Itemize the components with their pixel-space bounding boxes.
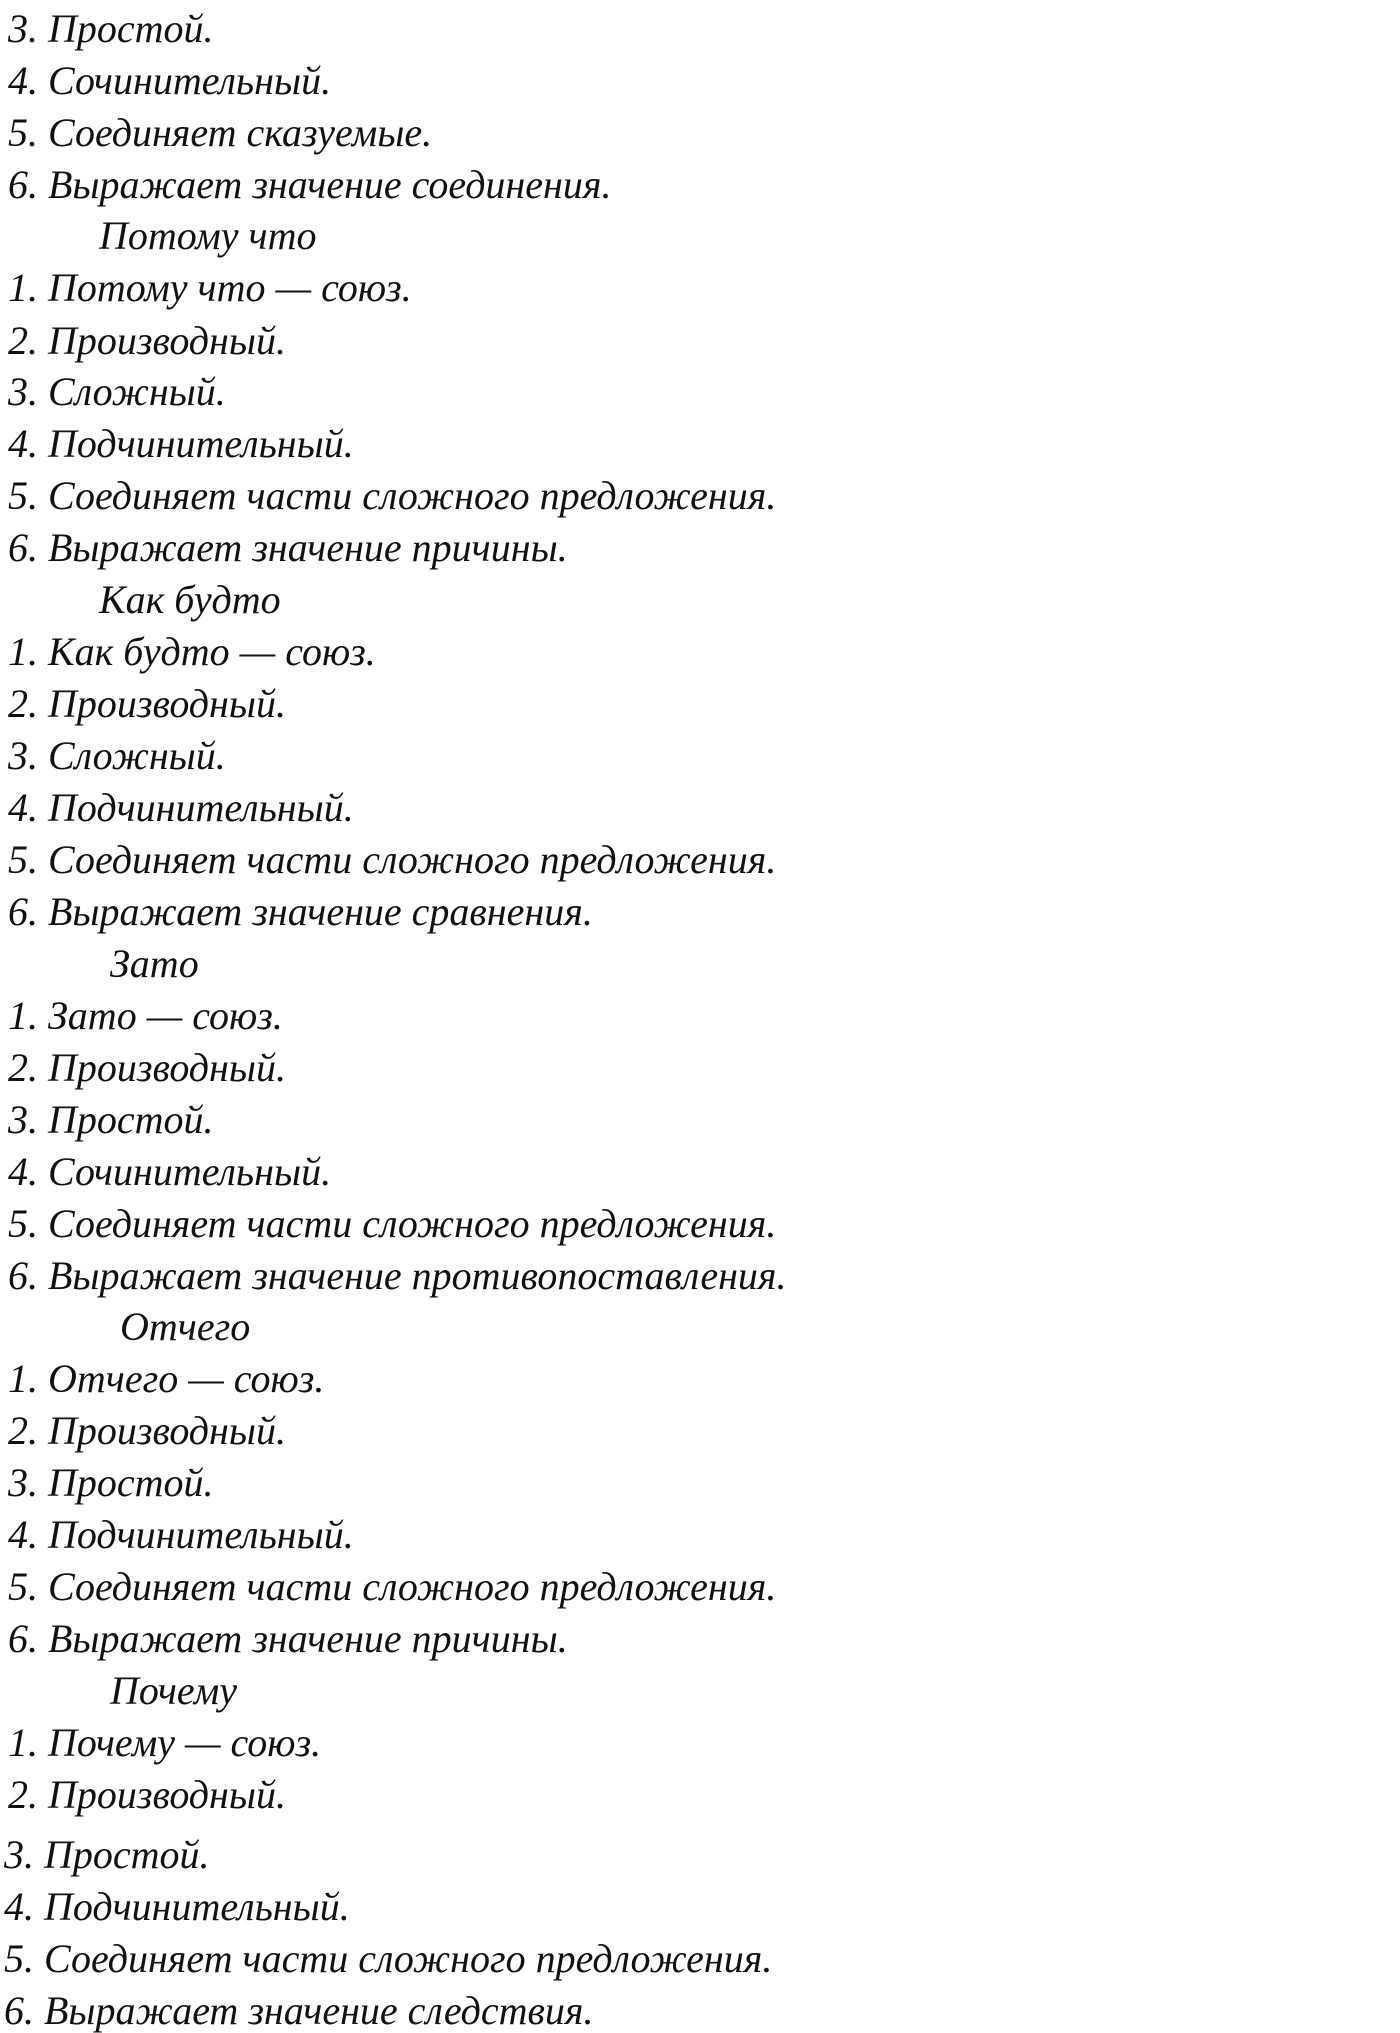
analysis-item: 5. Соединяет части сложного предложения. xyxy=(8,1201,777,1246)
analysis-item: 4. Сочинительный. xyxy=(8,58,332,103)
analysis-item: 2. Производный. xyxy=(8,681,286,726)
analysis-item: 3. Простой. xyxy=(8,1097,214,1142)
analysis-item: 6. Выражает значение следствия. xyxy=(4,1988,594,2033)
analysis-item: 6. Выражает значение соединения. xyxy=(8,162,612,207)
analysis-item: 1. Отчего — союз. xyxy=(8,1356,325,1401)
analysis-item: 4. Подчинительный. xyxy=(4,1884,350,1929)
analysis-item: 3. Простой. xyxy=(8,6,214,51)
analysis-item: 3. Простой. xyxy=(4,1832,210,1877)
analysis-item: 3. Сложный. xyxy=(8,733,226,778)
analysis-item: 2. Производный. xyxy=(8,1045,286,1090)
conjunction-heading: Почему xyxy=(110,1668,237,1713)
analysis-item: 6. Выражает значение причины. xyxy=(8,525,568,570)
analysis-item: 2. Производный. xyxy=(8,1408,286,1453)
analysis-item: 4. Сочинительный. xyxy=(8,1149,332,1194)
analysis-item: 6. Выражает значение противопоставления. xyxy=(8,1253,787,1298)
conjunction-heading: Зато xyxy=(110,941,199,986)
analysis-item: 5. Соединяет части сложного предложения. xyxy=(8,473,777,518)
analysis-item: 4. Подчинительный. xyxy=(8,785,354,830)
analysis-item: 5. Соединяет сказуемые. xyxy=(8,110,433,155)
conjunction-heading: Отчего xyxy=(120,1304,251,1349)
analysis-item: 1. Как будто — союз. xyxy=(8,629,376,674)
analysis-item: 1. Почему — союз. xyxy=(8,1720,322,1765)
conjunction-heading: Как будто xyxy=(99,577,281,622)
analysis-item: 5. Соединяет части сложного предложения. xyxy=(8,837,777,882)
analysis-item: 3. Простой. xyxy=(8,1460,214,1505)
analysis-item: 6. Выражает значение сравнения. xyxy=(8,889,593,934)
analysis-item: 6. Выражает значение причины. xyxy=(8,1616,568,1661)
analysis-item: 4. Подчинительный. xyxy=(8,421,354,466)
analysis-item: 1. Зато — союз. xyxy=(8,993,283,1038)
analysis-item: 2. Производный. xyxy=(8,1772,286,1817)
analysis-item: 5. Соединяет части сложного предложения. xyxy=(8,1564,777,1609)
analysis-item: 1. Потому что — союз. xyxy=(8,265,412,310)
conjunction-heading: Потому что xyxy=(99,213,317,258)
analysis-item: 2. Производный. xyxy=(8,318,286,363)
analysis-item: 5. Соединяет части сложного предложения. xyxy=(4,1936,773,1981)
analysis-item: 4. Подчинительный. xyxy=(8,1512,354,1557)
analysis-item: 3. Сложный. xyxy=(8,369,226,414)
